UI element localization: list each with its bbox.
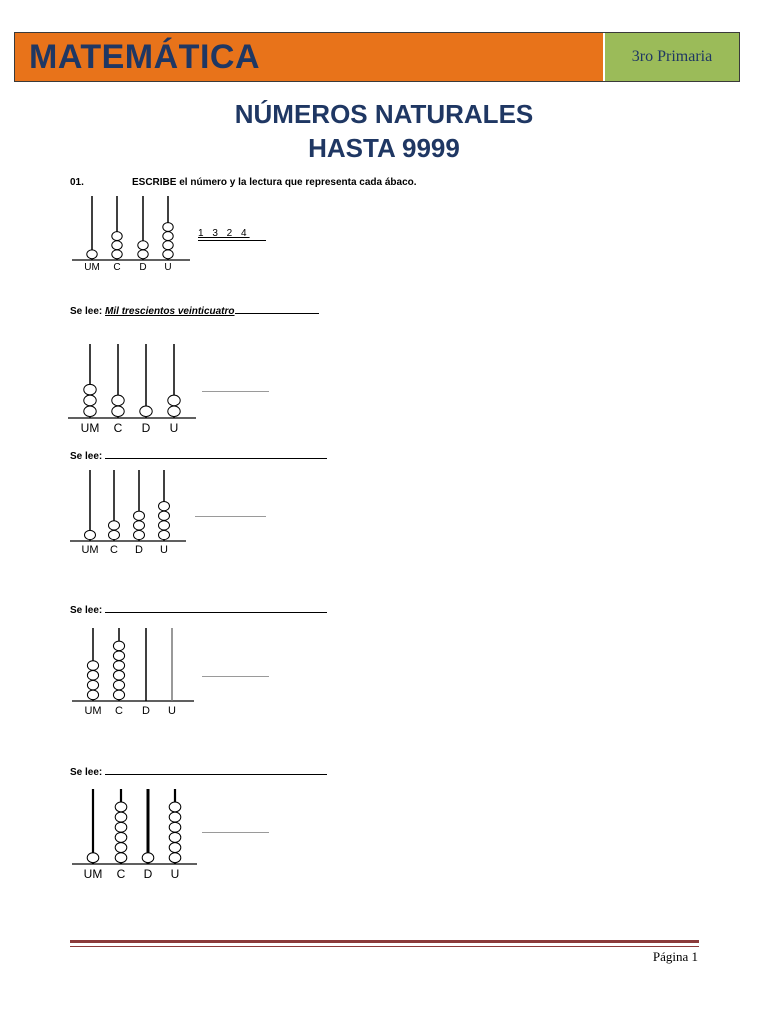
abacus-place-label: C (113, 421, 123, 435)
reading-label: Se lee: (70, 605, 103, 616)
abacus-place-label: C (110, 544, 118, 556)
abacus-bead (168, 395, 180, 406)
abacus-place-label: UM (83, 867, 103, 881)
abacus-bead (113, 641, 124, 651)
abacus-place-label: U (160, 544, 168, 556)
subject-title-box (15, 33, 605, 81)
abacus-group (68, 196, 197, 881)
abacus-place-label: UM (81, 544, 99, 556)
abacus-bead (113, 680, 124, 690)
abacus-bead (87, 250, 97, 259)
exercise-text: ESCRIBE el número y la lectura que representa cada ábaco. (132, 177, 417, 188)
answer-number-1: 1 3 2 4 (198, 228, 250, 239)
exercise-number: 01. (70, 177, 84, 188)
reading-1 (70, 305, 319, 317)
abacus-place-label: D (142, 705, 150, 717)
abacus-bead (163, 241, 173, 250)
abacus-bead (112, 406, 124, 417)
reading-4 (70, 766, 327, 778)
reading-label: Se lee: (70, 767, 103, 778)
abacus-bead (169, 853, 181, 863)
abacus-place-label: C (113, 262, 121, 273)
document-title-line2: HASTA 9999 (308, 133, 460, 163)
reading-blank[interactable] (105, 450, 327, 459)
abacus-bead (112, 232, 122, 241)
abacus-bead (112, 241, 122, 250)
abacus-bead (84, 384, 96, 395)
abacus-3-figure (70, 470, 186, 556)
abacus-bead (134, 511, 145, 520)
abacus-bead (138, 250, 148, 259)
header-bar (14, 32, 740, 82)
answer-line-3[interactable] (195, 516, 266, 517)
abacus-bead (84, 406, 96, 417)
abacus-place-label: D (141, 421, 151, 435)
abacus-place-label: UM (84, 262, 100, 273)
abacus-bead (112, 250, 122, 259)
reading-3 (70, 604, 327, 616)
abacus-bead (85, 530, 96, 539)
reading-blank[interactable] (235, 305, 319, 314)
abacus-bead (142, 853, 154, 863)
reading-blank[interactable] (105, 604, 327, 613)
abacus-bead (115, 812, 127, 822)
abacus-bead (115, 802, 127, 812)
abacus-bead (115, 822, 127, 832)
answer-line-4[interactable] (202, 676, 269, 677)
abacus-2-figure (68, 344, 196, 435)
abacus-bead (163, 223, 173, 232)
abacus-5-figure (72, 789, 197, 881)
abacus-bead (159, 501, 170, 510)
abacus-bead (87, 680, 98, 690)
reading-answer: Mil trescientos veinticuatro (105, 306, 235, 317)
abacus-place-label: U (169, 421, 179, 435)
answer-line-2[interactable] (202, 391, 269, 392)
abacus-bead (159, 521, 170, 530)
abacus-bead (169, 802, 181, 812)
abacus-4-figure (72, 628, 194, 717)
abacus-place-label: U (168, 705, 176, 717)
abacus-bead (113, 651, 124, 661)
abacus-bead (169, 843, 181, 853)
abacus-bead (134, 530, 145, 539)
grade-label: 3ro Primaria (605, 33, 739, 81)
abacus-bead (87, 661, 98, 671)
document-title-line1: NÚMEROS NATURALES (234, 99, 534, 129)
abacus-place-label: D (135, 544, 143, 556)
abacus-bead (109, 521, 120, 530)
abacus-place-label: C (115, 705, 123, 717)
answer-line-1 (198, 240, 266, 241)
abacus-place-label: C (116, 867, 126, 881)
abacus-bead (169, 812, 181, 822)
reading-label: Se lee: (70, 451, 103, 462)
abacus-bead (115, 843, 127, 853)
abacus-bead (87, 853, 99, 863)
reading-label: Se lee: (70, 306, 103, 317)
footer-rule-thin (70, 946, 699, 947)
abacus-bead (113, 671, 124, 681)
abacus-place-label: UM (84, 705, 102, 717)
abacus-bead (87, 671, 98, 681)
abacus-bead (115, 832, 127, 842)
reading-2 (70, 450, 327, 462)
abacus-bead (113, 690, 124, 700)
abacus-bead (87, 690, 98, 700)
abacus-bead (84, 395, 96, 406)
abacus-place-label: U (164, 262, 172, 273)
abacus-place-label: D (139, 262, 147, 273)
abacus-bead (169, 832, 181, 842)
abacus-bead (113, 661, 124, 671)
abacus-place-label: D (143, 867, 153, 881)
abacus-bead (159, 530, 170, 539)
exercise-instruction (70, 177, 570, 188)
abacus-bead (169, 822, 181, 832)
abacus-bead (159, 511, 170, 520)
reading-blank[interactable] (105, 766, 327, 775)
abacus-bead (112, 395, 124, 406)
subject-title: MATEMÁTICA (29, 37, 260, 76)
abacus-place-label: U (170, 867, 180, 881)
abacus-bead (140, 406, 152, 417)
abacus-bead (168, 406, 180, 417)
abacus-bead (109, 530, 120, 539)
abacus-place-label: UM (80, 421, 100, 435)
abacus-bead (115, 853, 127, 863)
footer-rule (70, 940, 699, 943)
abacus-bead (138, 241, 148, 250)
page-number: Página 1 (652, 949, 698, 964)
answer-line-5[interactable] (202, 832, 269, 833)
abacus-1-figure (72, 196, 190, 273)
abacus-bead (163, 232, 173, 241)
abacus-bead (134, 521, 145, 530)
abacus-bead (163, 250, 173, 259)
